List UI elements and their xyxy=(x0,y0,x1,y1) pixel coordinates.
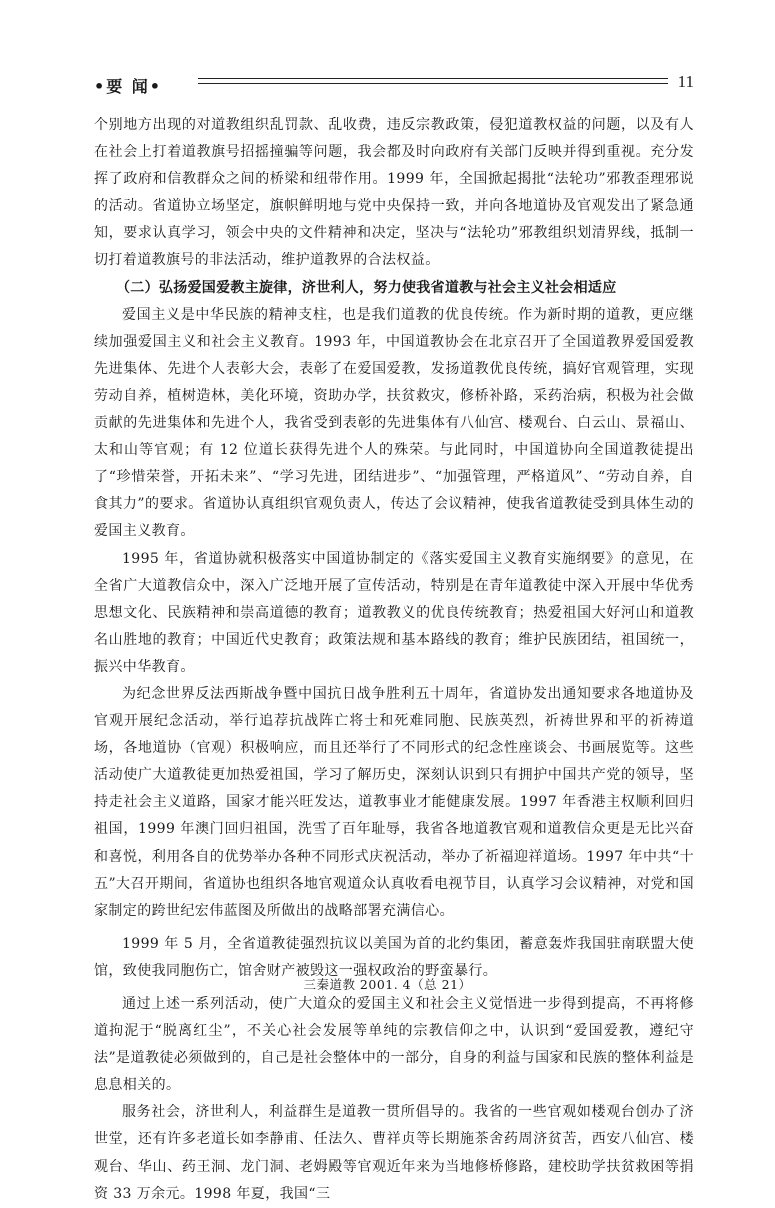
paragraph: 1999 年 5 月，全省道教徒强烈抗议以美国为首的北约集团，蓄意轰炸我国驻南联盟大使馆，致使我同胞伤亡，馆舍财产被毁这一强权政治的野蛮暴行。 xyxy=(94,935,694,979)
page-footer: 三秦道教 2001. 4（总 21） xyxy=(303,977,472,992)
header-rule-bottom xyxy=(198,83,668,84)
page-header xyxy=(94,70,694,100)
paragraph: 为纪念世界反法西斯战争暨中国抗日战争胜利五十周年，省道协发出通知要求各地道协及官观开展纪念活动，举行追荐抗战阵亡将士和死难同胞、民族英烈，祈祷世界和平的祈祷道场，各地道协（官观）积极响应，而且还举行了不同形式的纪念性座谈会、书画展览等。这些活动使广大道教徒更加热爱祖国，学习了解历史，深刻认识到只有拥护中国共产党的领导，坚持走社会主义道路，国家才能兴旺发达，道教事业才能健康发展。1997 年香港主权顺利回归祖国，1999 年澳门回归祖国，洗雪了百年耻辱，我省各地道教官观和道教信众更是无比兴奋和喜悦，利用各自的优势举办各种不同形式庆祝活动，举办了祈福迎祥道场。1997 年中共“十五”大召开期间，省道协也组织各地官观道众认真收看电视节目，认真学习会议精神，对党和国家制定的跨世纪宏伟蓝图及所做出的战略部署充满信心。 xyxy=(94,685,694,919)
article-body xyxy=(94,112,694,1208)
paragraph: 爱国主义是中华民族的精神支柱，也是我们道教的优良传统。作为新时期的道教，更应继续加强爱国主义和社会主义教育。1993 年，中国道教协会在北京召开了全国道教界爱国爱教先进集体、先进个人表彰大会，表彰了在爱国爱教，发扬道教优良传统，搞好官观管理，实现劳动自养，植树造林，美化环境，资助办学，扶贫救灾，修桥补路，采药治病，积极为社会做贡献的先进集体和先进个人，我省受到表彰的先进集体有八仙宫、楼观台、白云山、景福山、太和山等官观；有 12 位道长获得先进个人的殊荣。与此同时，中国道协向全国道教徒提出了“珍惜荣誉，开拓未来”、“学习先进，团结进步”、“加强管理，严格道风”、“劳动自养，自食其力”的要求。省道协认真组织官观负责人，传达了会议精神，使我省道教徒受到具体生动的爱国主义教育。 xyxy=(94,306,694,540)
header-rule-top xyxy=(198,78,668,79)
paragraph: 通过上述一系列活动，使广大道众的爱国主义和社会主义觉悟进一步得到提高，不再将修道拘泥于“脱离红尘”，不关心社会发展等单纯的宗教信仰之中，认识到“爱国爱教，遵纪守法”是道教徒必须做到的，自己是社会整体中的一部分，自身的利益与国家和民族的整体利益是息息相关的。 xyxy=(94,996,694,1094)
paragraph: 服务社会，济世利人，利益群生是道教一贯所倡导的。我省的一些官观如楼观台创办了济世堂，还有许多老道长如李静甫、任法久、曹祥贞等长期施茶舍药周济贫苦，西安八仙宫、楼观台、华山、药王洞、龙门洞、老姆殿等官观近年来为当地修桥修路，建校助学扶贫救困等捐资 33 万余元。1998 年夏，我国“三 xyxy=(94,1104,694,1202)
page-number: 11 xyxy=(677,72,694,91)
paragraph: 个别地方出现的对道教组织乱罚款、乱收费，违反宗教政策，侵犯道教权益的问题，以及有人在社会上打着道教旗号招摇撞骗等问题，我会都及时向政府有关部门反映并得到重视。充分发挥了政府和信教群众之间的桥梁和纽带作用。1999 年，全国掀起揭批“法轮功”邪教歪理邪说的活动。省道协立场坚定，旗帜鲜明地与党中央保持一致，并向各地道协及官观发出了紧急通知，要求认真学习，领会中央的文件精神和决定，坚决与“法轮功”邪教组织划清界线，抵制一切打着道教旗号的非法活动，维护道教界的合法权益。 xyxy=(94,117,694,269)
section-tag: •要 闻• xyxy=(94,77,163,96)
section-heading: （二）弘扬爱国爱教主旋律，济世利人，努力使我省道教与社会主义社会相适应 xyxy=(116,279,617,296)
paragraph: 1995 年，省道协就积极落实中国道协制定的《落实爱国主义教育实施纲要》的意见，在全省广大道教信众中，深入广泛地开展了宣传活动，特别是在青年道教徒中深入开展中华优秀思想文化、民族精神和崇高道德的教育；道教教义的优良传统教育；热爱祖国大好河山和道教名山胜地的教育；中国近代史教育；政策法规和基本路线的教育；维护民族团结，祖国统一，振兴中华教育。 xyxy=(94,550,694,675)
